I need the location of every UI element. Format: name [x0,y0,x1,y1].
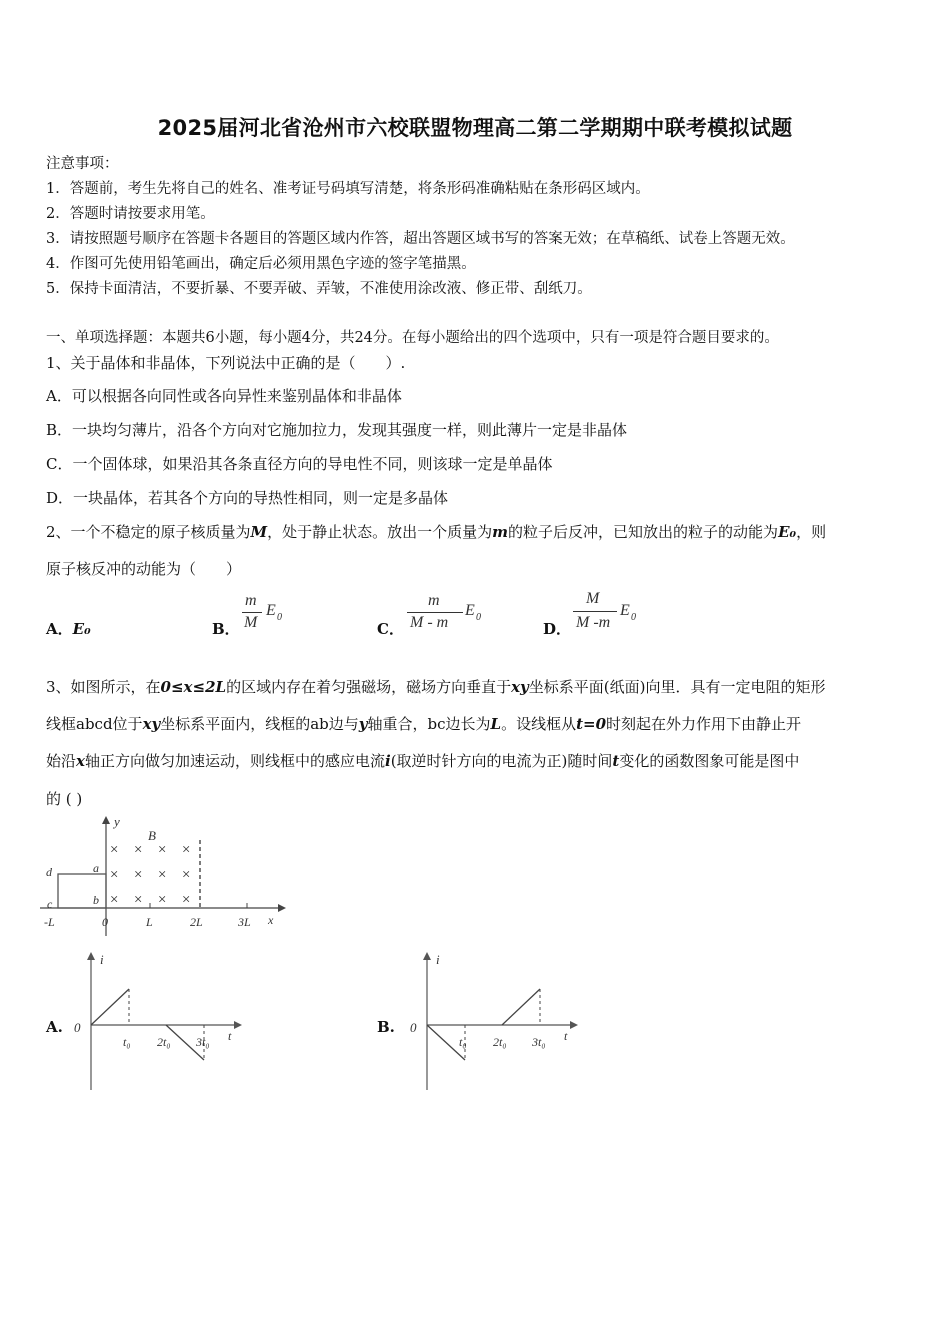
notice-heading: 注意事项： [46,156,119,172]
option-value: E₀ [72,620,91,638]
field-cross: × [109,842,120,858]
q3-text: 坐标系平面内，线框的ab边与 [160,715,359,733]
q3-var-y: y [358,715,368,733]
q3-var-i: i [384,752,391,770]
tick-label: -L [44,915,55,929]
q3-option-a-label: A. [46,1018,63,1036]
origin-label: 0 [74,1020,81,1035]
notice-item-2: 2．答题时请按要求用笔。 [46,206,215,222]
q3-range: 0≤x≤2L [160,678,227,696]
field-cross: × [109,892,120,908]
t-label: t [564,1029,568,1043]
i-label: i [436,952,440,967]
field-cross: × [181,867,192,883]
q2-text: 2、一个不稳定的原子核质量为 [46,523,251,541]
section-heading: 一、单项选择题：本题共6小题，每小题4分，共24分。在每小题给出的四个选项中，只有一项是符合题目要求的。 [46,330,779,346]
q2-var-m: m [492,523,509,541]
current-segment-2 [502,989,540,1025]
q3-text: 变化的函数图象可能是图中 [619,752,800,770]
q3-text: 坐标系平面(纸面)向里．具有一定电阻的矩形 [528,678,826,696]
field-cross: × [157,892,168,908]
q3-text: 。设线框从 [501,715,577,733]
t-arrow-icon [570,1021,578,1029]
notice-item-4: 4．作图可先使用铅笔画出，确定后必须用黑色字迹的签字笔描黑。 [46,256,476,272]
numerator: M [586,590,600,607]
q1-option-a: A．可以根据各向同性或各向异性来鉴别晶体和非晶体 [46,387,402,405]
energy-subscript: 0 [476,612,481,623]
t-label: t [228,1029,232,1043]
q3-text: 轴重合，bc边长为 [367,715,491,733]
q3-text: 线框abcd位于 [46,715,143,733]
option-label: A． [46,620,73,638]
q2-option-b-label: B． [212,620,240,638]
numerator: m [428,592,440,609]
graph-b [404,950,584,1095]
t0-label: t₀ [459,1035,467,1049]
q3-var-xy: xy [142,715,161,733]
tick-label: 3L [238,915,251,929]
energy-symbol: E [620,602,630,619]
field-cross: × [109,867,120,883]
q3-text: 始沿 [46,752,77,770]
i-label: i [100,952,104,967]
t-arrow-icon [234,1021,242,1029]
q2-option-c-fraction [406,592,496,638]
3t0-label: 3t₀ [532,1035,546,1049]
q2-option-a [46,618,91,639]
q2-stem-line2: 原子核反冲的动能为（ ） [46,560,242,578]
corner-b: b [93,893,99,907]
q1-option-b: B．一块均匀薄片，沿各个方向对它施加拉力，发现其强度一样，则此薄片一定是非晶体 [46,421,628,439]
q3-stem-line2 [46,713,801,734]
graph-a [68,950,248,1095]
origin-label: 0 [410,1020,417,1035]
q2-option-c-label: C． [377,620,404,638]
q1-option-c: C．一个固体球，如果沿其各条直径方向的导电性不同，则该球一定是单晶体 [46,455,553,473]
q3-text: (取逆时针方向的电流为正)随时间 [390,752,613,770]
q1-option-d: D．一块晶体，若其各个方向的导热性相同，则一定是多晶体 [46,489,449,507]
field-cross: × [157,867,168,883]
energy-subscript: 0 [277,612,282,623]
q3-option-b-label: B. [377,1018,395,1036]
q2-var-M: M [250,523,268,541]
tick-label: 2L [190,915,203,929]
q3-var-x: x [76,752,85,770]
field-cross: × [133,867,144,883]
y-axis-label: y [114,814,120,829]
q2-option-d-fraction [572,590,662,638]
q3-stem-line4: 的 ( ) [46,790,83,808]
tick-label: 0 [102,915,108,929]
fraction-bar [573,611,617,612]
q3-text: 轴正方向做匀加速运动，则线框中的感应电流 [84,752,385,770]
i-arrow-icon [423,952,431,960]
corner-d: d [46,865,52,879]
fraction-bar [407,612,463,613]
t0-label: t₀ [123,1035,131,1049]
q3-var-t: t=0 [576,715,607,733]
page-title: 2025届河北省沧州市六校联盟物理高二第二学期期中联考模拟试题 [157,116,793,140]
q2-option-d-label: D． [543,620,572,638]
field-cross: × [157,842,168,858]
q2-text: ，处于静止状态。放出一个质量为 [267,523,493,541]
x-arrow-icon [278,904,286,912]
q1-stem: 1、关于晶体和非晶体，下列说法中正确的是（ ）. [46,354,406,372]
numerator: m [245,592,257,609]
corner-c: c [47,897,53,911]
q3-var-t: t [612,752,620,770]
denominator: M [244,614,258,631]
current-segment-1 [91,989,129,1025]
field-cross: × [181,842,192,858]
q3-text: 3、如图所示，在 [46,678,161,696]
q2-stem-line1 [46,521,826,542]
magnetic-field-diagram [40,812,290,937]
denominator: M - m [410,614,449,631]
notice-item-1: 1．答题前，考生先将自己的姓名、准考证号码填写清楚，将条形码准确粘贴在条形码区域内。 [46,181,650,197]
y-arrow-icon [102,816,110,824]
q2-var-E0: E₀ [778,523,797,541]
tick-label: x [268,913,274,927]
q3-text: 的区域内存在着匀强磁场，磁场方向垂直于 [226,678,512,696]
notice-item-3: 3．请按照题号顺序在答题卡各题目的答题区域内作答，超出答题区域书写的答案无效；在草稿纸、试卷上答题无效。 [46,231,795,247]
energy-symbol: E [266,602,276,619]
energy-subscript: 0 [631,612,636,623]
2t0-label: 2t₀ [493,1035,507,1049]
i-arrow-icon [87,952,95,960]
field-cross: × [133,892,144,908]
tick-label: L [146,915,153,929]
field-cross: × [181,892,192,908]
field-label-B: B [148,828,156,843]
notice-item-5: 5．保持卡面清洁，不要折暴、不要弄破、弄皱，不准使用涂改液、修正带、刮纸刀。 [46,281,592,297]
q3-text: 时刻起在外力作用下由静止开 [606,715,802,733]
q3-stem-line1 [46,676,825,697]
q3-var-L: L [490,715,502,733]
2t0-label: 2t₀ [157,1035,171,1049]
q2-option-b-fraction [240,592,300,638]
3t0-label: 3t₀ [196,1035,210,1049]
denominator: M -m [576,614,611,631]
field-crosses [109,842,191,908]
q3-stem-line3 [46,750,799,771]
fraction-bar [242,612,262,613]
energy-symbol: E [465,602,475,619]
q2-text: ，则 [796,523,827,541]
corner-a: a [93,861,99,875]
q2-text: 的粒子后反冲，已知放出的粒子的动能为 [508,523,779,541]
field-cross: × [133,842,144,858]
q3-var-xy: xy [511,678,529,696]
